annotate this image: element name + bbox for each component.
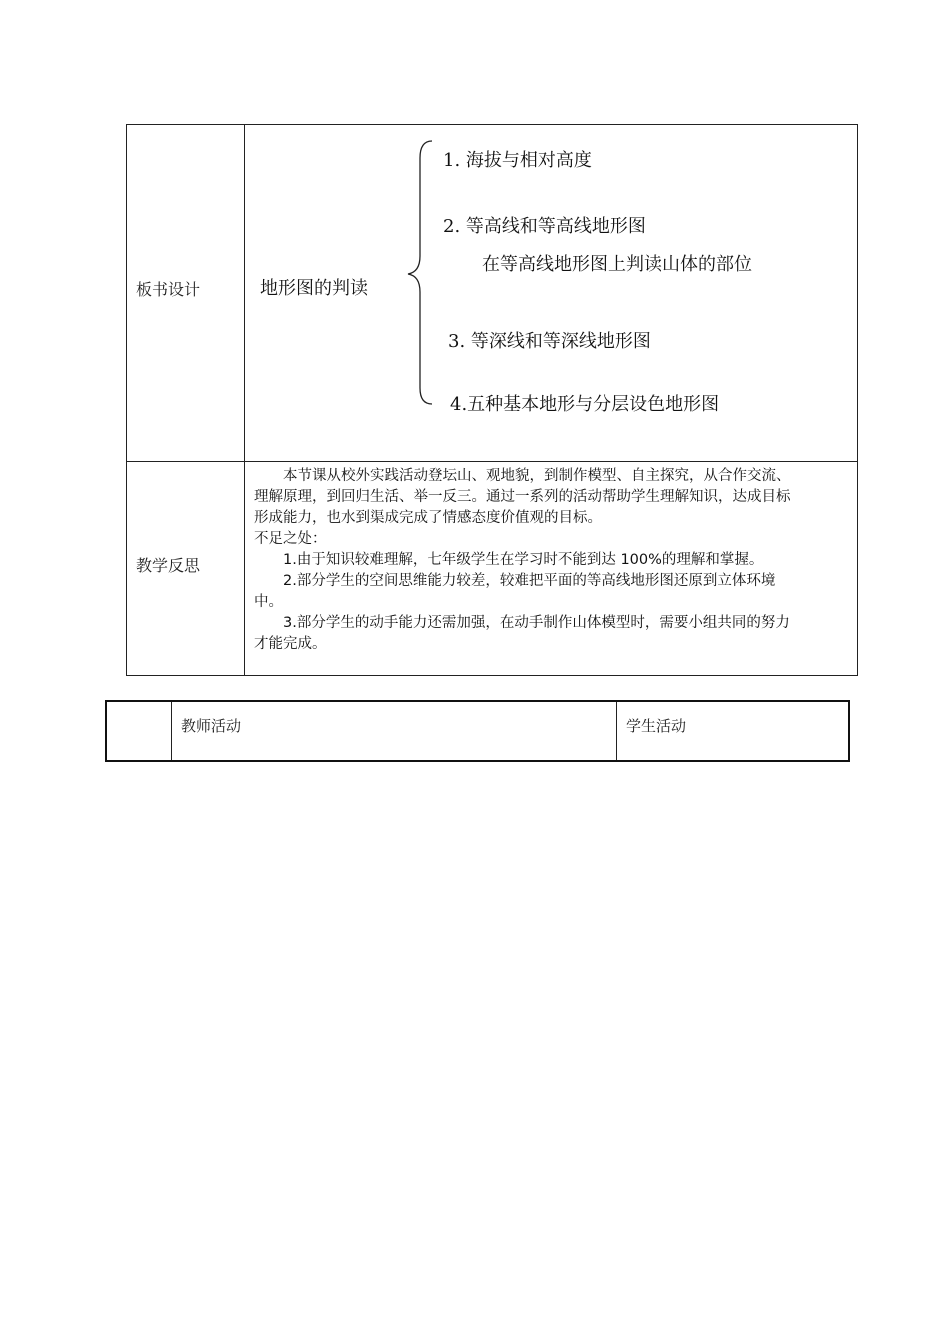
board-item-2: 2. 等高线和等高线地形图 <box>443 216 646 237</box>
student-activity-header: 学生活动 <box>626 717 687 735</box>
shortcomings-title: 不足之处： <box>254 531 327 547</box>
board-item-1: 1. 海拔与相对高度 <box>443 150 592 171</box>
reflection-paragraph: 本节课从校外实践活动登坛山、观地貌，到制作模型、自主探究，从合作交流、理解原理，到回归生活、举一反三。通过一系列的活动帮助学生理解知识，达成目标形成能力，也水到渠成完成了情感态度价值观的目标。 <box>254 468 791 526</box>
reflection-content <box>254 466 802 655</box>
board-item-2-sub: 在等高线地形图上判读山体的部位 <box>482 254 752 275</box>
shortcoming-item-2: 2.部分学生的空间思维能力较差，较难把平面的等高线地形图还原到立体环境中。 <box>254 573 776 610</box>
lesson-table-row-divider <box>126 461 858 462</box>
reflection-label: 教学反思 <box>136 556 201 575</box>
curly-brace <box>400 138 440 408</box>
board-item-3: 3. 等深线和等深线地形图 <box>448 331 651 352</box>
board-topic: 地形图的判读 <box>260 278 368 299</box>
board-design-label: 板书设计 <box>136 280 201 299</box>
shortcoming-item-1: 1.由于知识较难理解，七年级学生在学习时不能到达 100%的理解和掌握。 <box>283 552 764 568</box>
teacher-activity-header: 教师活动 <box>181 717 242 735</box>
board-item-4: 4.五种基本地形与分层设色地形图 <box>450 394 720 415</box>
activity-table-divider-2 <box>616 702 617 760</box>
lesson-table-column-divider <box>244 124 245 676</box>
activity-table-divider-1 <box>171 702 172 760</box>
shortcoming-item-3: 3.部分学生的动手能力还需加强，在动手制作山体模型时，需要小组共同的努力才能完成。 <box>254 615 790 652</box>
